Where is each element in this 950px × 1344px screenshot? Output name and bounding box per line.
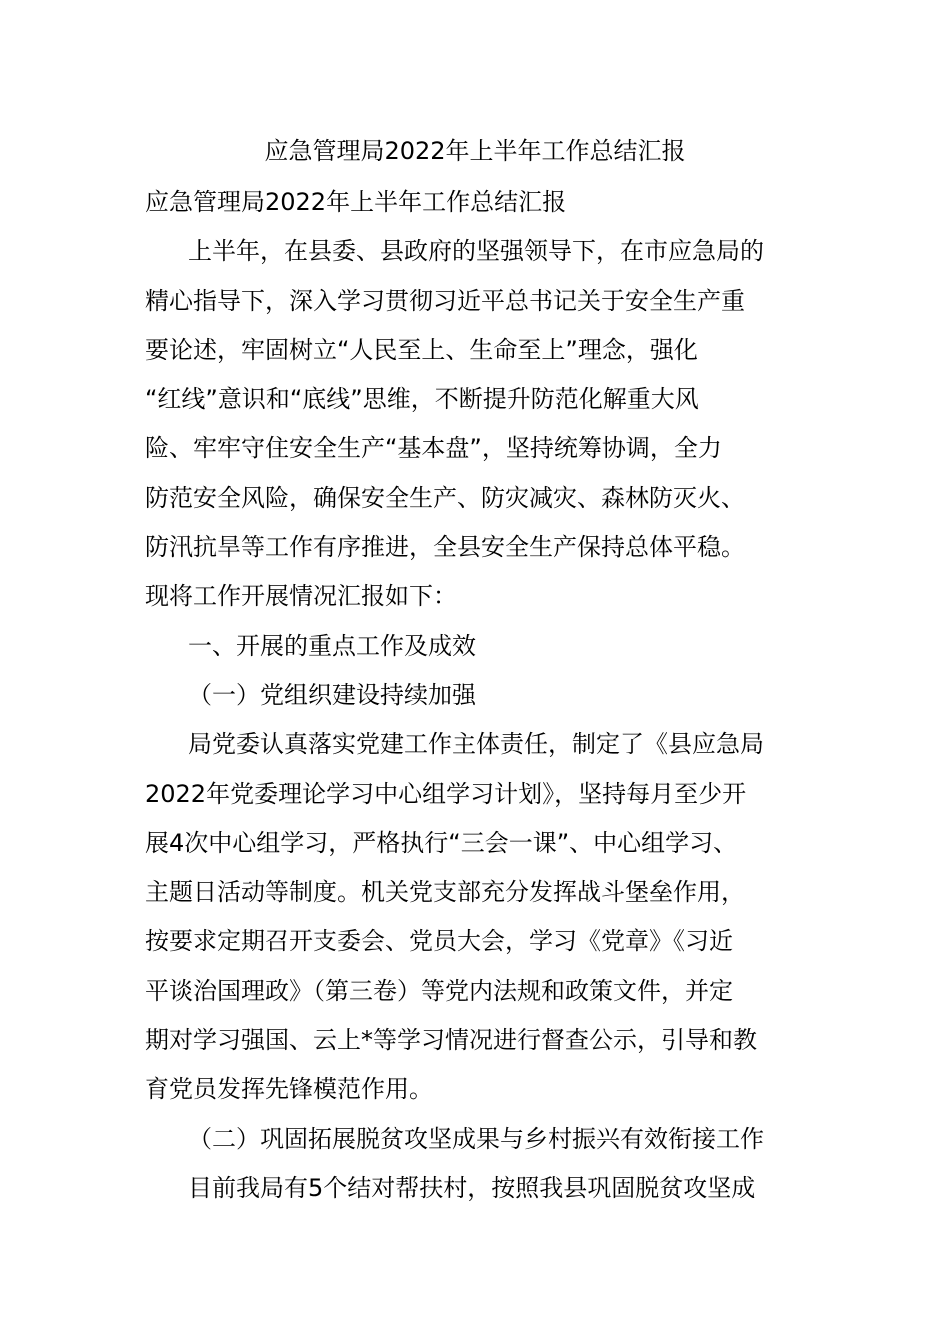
- paragraph-line: “红线”意识和“底线”思维，不断提升防范化解重大风: [145, 385, 699, 414]
- paragraph-line: 精心指导下，深入学习贯彻习近平总书记关于安全生产重: [145, 286, 745, 315]
- document-body: [145, 178, 810, 1213]
- paragraph-line: 平谈治国理政》（第三卷）等党内法规和政策文件，并定: [145, 976, 733, 1005]
- paragraph-line: 现将工作开展情况汇报如下：: [145, 582, 457, 611]
- section-heading: 一、开展的重点工作及成效: [188, 631, 476, 660]
- paragraph-line: 按要求定期召开支委会、党员大会，学习《党章》《习近: [145, 927, 733, 956]
- subsection-heading: （二）巩固拓展脱贫攻坚成果与乡村振兴有效衔接工作: [188, 1124, 764, 1153]
- paragraph-line: 防汛抗旱等工作有序推进，全县安全生产保持总体平稳。: [145, 533, 745, 562]
- paragraph-line: 育党员发挥先锋模范作用。: [145, 1075, 433, 1104]
- paragraph-line: 上半年，在县委、县政府的坚强领导下，在市应急局的: [188, 237, 764, 266]
- paragraph-line: 防范安全风险，确保安全生产、防灾减灾、森林防灭火、: [145, 483, 745, 512]
- paragraph-line: 展4次中心组学习，严格执行“三会一课”、中心组学习、: [145, 828, 738, 857]
- subtitle-line: 应急管理局2022年上半年工作总结汇报: [145, 188, 567, 216]
- paragraph-line: 要论述，牢固树立“人民至上、生命至上”理念，强化: [145, 335, 698, 364]
- paragraph-line: 2022年党委理论学习中心组学习计划》，坚持每月至少开: [145, 779, 747, 808]
- paragraph-line: 险、牢牢守住安全生产“基本盘”，坚持统筹协调，全力: [145, 434, 722, 463]
- paragraph-line: 主题日活动等制度。机关党支部充分发挥战斗堡垒作用，: [145, 878, 745, 907]
- paragraph-line: 目前我局有5个结对帮扶村，按照我县巩固脱贫攻坚成: [188, 1173, 756, 1202]
- paragraph-line: 局党委认真落实党建工作主体责任，制定了《县应急局: [188, 730, 764, 759]
- document-title: 应急管理局2022年上半年工作总结汇报: [264, 137, 686, 165]
- paragraph-line: 期对学习强国、云上*等学习情况进行督查公示，引导和教: [145, 1026, 757, 1055]
- subsection-heading: （一）党组织建设持续加强: [188, 680, 476, 709]
